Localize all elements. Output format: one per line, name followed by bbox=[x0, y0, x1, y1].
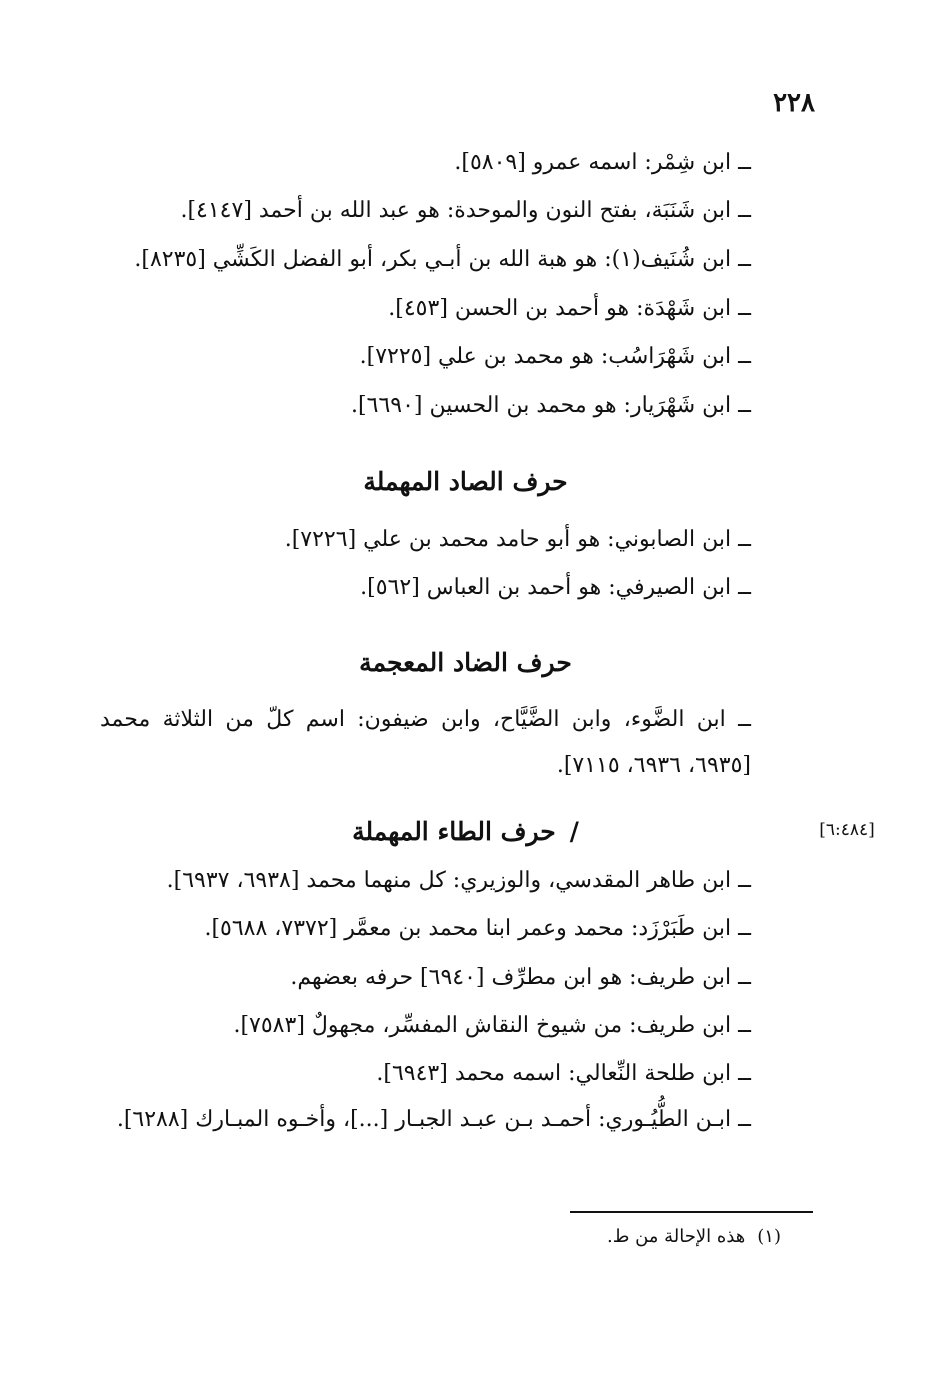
entry-ibn-al-sabuni: ــ ابن الصابوني: هو أبو حامد محمد بن علي [٧٢٢٦]. bbox=[284, 527, 751, 552]
section-heading-ta-label: حرف الطاء المهملة bbox=[352, 817, 556, 846]
footnote-text: هذه الإحالة من ط. bbox=[607, 1226, 746, 1247]
entry-ibn-tarif-2: ــ ابن طريف: من شيوخ النقاش المفسِّر، مجهولٌ [٧٥٨٣]. bbox=[233, 1013, 751, 1038]
entry-ibn-al-daw: ــ ابن الضَّوء، وابن الضَّيَّاح، وابن ضيفون: اسم كلّ من الثلاثة محمد [٦٩٣٥، ٦٩٣٦، ٧١١٥]. bbox=[100, 707, 751, 778]
section-heading-sad: حرف الصاد المهملة bbox=[363, 467, 568, 496]
entry-ibn-shahda: ــ ابن شَهْدَة: هو أحمد بن الحسن [٤٥٣]. bbox=[388, 296, 751, 321]
entry-ibn-tarif-1: ــ ابن طريف: هو ابن مطرِّف [٦٩٤٠] حرفه بعضهم. bbox=[290, 965, 751, 990]
entry-ibn-shunayf: ــ ابن شُنَيف(١): هو هبة الله بن أبـي بكر، أبو الفضل الكَشِّي [٨٢٣٥]. bbox=[134, 247, 751, 272]
entry-ibn-talha: ــ ابن طلحة النِّعالي: اسمه محمد [٦٩٤٣]. bbox=[376, 1061, 751, 1086]
entry-ibn-al-tuyuri: ــ ابـن الطُّيُـوري: أحمـد بـن عبـد الجبـار [...]، وأخـوه المبـارك [٦٢٨٨]. bbox=[116, 1107, 751, 1132]
entry-ibn-shahrasub: ــ ابن شَهْرَاسُب: هو محمد بن علي [٧٢٢٥]. bbox=[359, 344, 751, 369]
entry-ibn-tabarzad: ــ ابن طَبَرْزَد: محمد وعمر ابنا محمد بن معمَّر [٧٣٧٢، ٥٦٨٨]. bbox=[204, 916, 751, 941]
entry-ibn-al-sayrafi: ــ ابن الصيرفي: هو أحمد بن العباس [٥٦٢]. bbox=[360, 575, 751, 600]
section-heading-ta bbox=[0, 812, 931, 852]
entry-ibn-shanaba: ــ ابن شَنَبَة، بفتح النون والموحدة: هو عبد الله بن أحمد [٤١٤٧]. bbox=[180, 198, 751, 223]
section-heading-dad: حرف الضاد المعجمة bbox=[359, 648, 572, 677]
footnote-number: (١) bbox=[757, 1226, 781, 1247]
page-reference-marker: [٦:٤٨٤] bbox=[819, 820, 875, 840]
footnote bbox=[607, 1222, 781, 1252]
entry-ibn-shahriyar: ــ ابن شَهْرَيار: هو محمد بن الحسين [٦٦٩٠]. bbox=[351, 393, 751, 418]
footnote-divider bbox=[570, 1211, 813, 1213]
page-number: ٢٢٨ bbox=[773, 88, 815, 118]
entry-ibn-shimr: ــ ابن شِمْر: اسمه عمرو [٥٨٠٩]. bbox=[454, 150, 751, 175]
entry-ibn-tahir: ــ ابن طاهر المقدسي، والوزيري: كل منهما محمد [٦٩٣٨، ٦٩٣٧]. bbox=[166, 868, 751, 893]
section-slash: / bbox=[569, 817, 579, 846]
